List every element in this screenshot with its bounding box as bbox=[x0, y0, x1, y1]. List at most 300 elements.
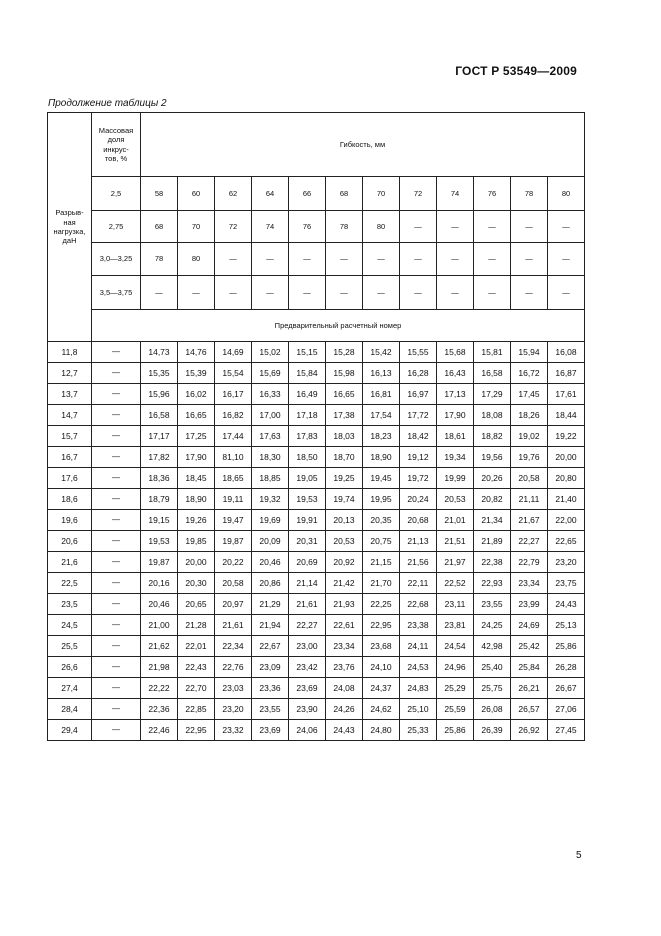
number-cell: 17,63 bbox=[252, 426, 289, 447]
flex-value-cell: — bbox=[363, 276, 400, 310]
mass-cell: — bbox=[92, 636, 141, 657]
flex-value-cell: — bbox=[289, 243, 326, 276]
number-cell: 23,00 bbox=[289, 636, 326, 657]
number-cell: 19,69 bbox=[252, 510, 289, 531]
number-cell: 22,67 bbox=[252, 636, 289, 657]
number-cell: 20,58 bbox=[511, 468, 548, 489]
number-cell: 20,16 bbox=[141, 573, 178, 594]
number-cell: 21,70 bbox=[363, 573, 400, 594]
number-cell: 16,65 bbox=[178, 405, 215, 426]
number-cell: 23,42 bbox=[289, 657, 326, 678]
mass-cell: — bbox=[92, 678, 141, 699]
number-cell: 19,11 bbox=[215, 489, 252, 510]
number-cell: 25,13 bbox=[548, 615, 585, 636]
number-cell: 22,61 bbox=[326, 615, 363, 636]
number-cell: 21,62 bbox=[141, 636, 178, 657]
number-cell: 25,86 bbox=[548, 636, 585, 657]
number-cell: 25,75 bbox=[474, 678, 511, 699]
number-cell: 23,11 bbox=[437, 594, 474, 615]
flex-value-cell: 78 bbox=[326, 211, 363, 243]
number-cell: 24,06 bbox=[289, 720, 326, 741]
table-row bbox=[48, 510, 585, 531]
flex-value-cell: 74 bbox=[252, 211, 289, 243]
number-cell: 19,85 bbox=[178, 531, 215, 552]
flex-value-cell: 68 bbox=[141, 211, 178, 243]
number-cell: 21,00 bbox=[141, 615, 178, 636]
table-row bbox=[48, 468, 585, 489]
mass-cell: — bbox=[92, 468, 141, 489]
number-cell: 15,35 bbox=[141, 363, 178, 384]
number-cell: 16,33 bbox=[252, 384, 289, 405]
number-cell: 21,98 bbox=[141, 657, 178, 678]
number-cell: 20,75 bbox=[363, 531, 400, 552]
subheader-estimated-number: Предварительный расчетный номер bbox=[92, 310, 585, 342]
flex-value-cell: 80 bbox=[548, 177, 585, 211]
number-cell: 16,87 bbox=[548, 363, 585, 384]
number-cell: 19,26 bbox=[178, 510, 215, 531]
flex-value-cell: — bbox=[400, 276, 437, 310]
flex-value-cell: 76 bbox=[474, 177, 511, 211]
number-cell: 25,40 bbox=[474, 657, 511, 678]
number-cell: 19,32 bbox=[252, 489, 289, 510]
number-cell: 26,39 bbox=[474, 720, 511, 741]
flex-value-cell: — bbox=[474, 243, 511, 276]
number-cell: 24,80 bbox=[363, 720, 400, 741]
table-row bbox=[48, 342, 585, 363]
number-cell: 18,50 bbox=[289, 447, 326, 468]
flex-value-cell: 80 bbox=[363, 211, 400, 243]
flex-value-cell: 78 bbox=[511, 177, 548, 211]
number-cell: 26,21 bbox=[511, 678, 548, 699]
number-cell: 23,99 bbox=[511, 594, 548, 615]
number-cell: 15,69 bbox=[252, 363, 289, 384]
number-cell: 15,15 bbox=[289, 342, 326, 363]
number-cell: 16,28 bbox=[400, 363, 437, 384]
number-cell: 16,58 bbox=[474, 363, 511, 384]
number-cell: 25,84 bbox=[511, 657, 548, 678]
number-cell: 23,20 bbox=[548, 552, 585, 573]
number-cell: 19,53 bbox=[141, 531, 178, 552]
number-cell: 17,72 bbox=[400, 405, 437, 426]
number-cell: 17,61 bbox=[548, 384, 585, 405]
number-cell: 42,98 bbox=[474, 636, 511, 657]
mass-value: 2,5 bbox=[92, 177, 141, 211]
number-cell: 23,03 bbox=[215, 678, 252, 699]
number-cell: 20,68 bbox=[400, 510, 437, 531]
load-cell: 25,5 bbox=[48, 636, 92, 657]
number-cell: 22,85 bbox=[178, 699, 215, 720]
table-row bbox=[48, 657, 585, 678]
number-cell: 19,91 bbox=[289, 510, 326, 531]
number-cell: 19,47 bbox=[215, 510, 252, 531]
flex-value-cell: 78 bbox=[141, 243, 178, 276]
flex-value-cell: 72 bbox=[215, 211, 252, 243]
number-cell: 24,37 bbox=[363, 678, 400, 699]
mass-value: 3,0—3,25 bbox=[92, 243, 141, 276]
number-cell: 22,01 bbox=[178, 636, 215, 657]
flex-value-cell: 62 bbox=[215, 177, 252, 211]
number-cell: 19,95 bbox=[363, 489, 400, 510]
number-cell: 15,02 bbox=[252, 342, 289, 363]
number-cell: 18,90 bbox=[363, 447, 400, 468]
number-cell: 22,43 bbox=[178, 657, 215, 678]
number-cell: 24,10 bbox=[363, 657, 400, 678]
number-cell: 16,13 bbox=[363, 363, 400, 384]
table-row bbox=[48, 489, 585, 510]
number-cell: 19,99 bbox=[437, 468, 474, 489]
number-cell: 17,25 bbox=[178, 426, 215, 447]
number-cell: 19,02 bbox=[511, 426, 548, 447]
number-cell: 18,85 bbox=[252, 468, 289, 489]
number-cell: 17,54 bbox=[363, 405, 400, 426]
number-cell: 22,34 bbox=[215, 636, 252, 657]
number-cell: 24,53 bbox=[400, 657, 437, 678]
number-cell: 19,34 bbox=[437, 447, 474, 468]
mass-cell: — bbox=[92, 489, 141, 510]
number-cell: 19,53 bbox=[289, 489, 326, 510]
table-row bbox=[48, 636, 585, 657]
number-cell: 16,49 bbox=[289, 384, 326, 405]
number-cell: 19,76 bbox=[511, 447, 548, 468]
number-cell: 15,84 bbox=[289, 363, 326, 384]
flex-value-cell: — bbox=[178, 276, 215, 310]
number-cell: 24,26 bbox=[326, 699, 363, 720]
number-cell: 19,74 bbox=[326, 489, 363, 510]
number-cell: 17,18 bbox=[289, 405, 326, 426]
mass-cell: — bbox=[92, 342, 141, 363]
load-flex-table bbox=[47, 112, 585, 741]
number-cell: 25,29 bbox=[437, 678, 474, 699]
page-number: 5 bbox=[576, 850, 582, 861]
number-cell: 21,89 bbox=[474, 531, 511, 552]
flex-value-cell: — bbox=[548, 211, 585, 243]
number-cell: 20,30 bbox=[178, 573, 215, 594]
number-cell: 20,13 bbox=[326, 510, 363, 531]
number-cell: 22,38 bbox=[474, 552, 511, 573]
flex-value-cell: — bbox=[252, 243, 289, 276]
flex-value-cell: 72 bbox=[400, 177, 437, 211]
number-cell: 27,45 bbox=[548, 720, 585, 741]
number-cell: 26,28 bbox=[548, 657, 585, 678]
number-cell: 18,23 bbox=[363, 426, 400, 447]
flex-value-cell: — bbox=[474, 211, 511, 243]
number-cell: 16,17 bbox=[215, 384, 252, 405]
flex-value-cell: — bbox=[511, 276, 548, 310]
flex-value-cell: — bbox=[326, 243, 363, 276]
load-cell: 20,6 bbox=[48, 531, 92, 552]
mass-row bbox=[48, 276, 585, 310]
number-cell: 21,40 bbox=[548, 489, 585, 510]
table-row bbox=[48, 552, 585, 573]
mass-value: 3,5—3,75 bbox=[92, 276, 141, 310]
table-row bbox=[48, 405, 585, 426]
load-cell: 17,6 bbox=[48, 468, 92, 489]
number-cell: 24,96 bbox=[437, 657, 474, 678]
flex-value-cell: — bbox=[289, 276, 326, 310]
number-cell: 18,79 bbox=[141, 489, 178, 510]
number-cell: 24,08 bbox=[326, 678, 363, 699]
flex-value-cell: — bbox=[548, 243, 585, 276]
number-cell: 16,72 bbox=[511, 363, 548, 384]
number-cell: 20,00 bbox=[178, 552, 215, 573]
load-cell: 16,7 bbox=[48, 447, 92, 468]
load-cell: 26,6 bbox=[48, 657, 92, 678]
number-cell: 18,90 bbox=[178, 489, 215, 510]
number-cell: 26,92 bbox=[511, 720, 548, 741]
number-cell: 21,67 bbox=[511, 510, 548, 531]
number-cell: 23,55 bbox=[252, 699, 289, 720]
number-cell: 20,80 bbox=[548, 468, 585, 489]
flex-value-cell: — bbox=[252, 276, 289, 310]
load-cell: 11,8 bbox=[48, 342, 92, 363]
number-cell: 26,67 bbox=[548, 678, 585, 699]
mass-cell: — bbox=[92, 615, 141, 636]
table-row bbox=[48, 594, 585, 615]
number-cell: 14,69 bbox=[215, 342, 252, 363]
number-cell: 15,68 bbox=[437, 342, 474, 363]
load-cell: 19,6 bbox=[48, 510, 92, 531]
number-cell: 23,81 bbox=[437, 615, 474, 636]
number-cell: 20,69 bbox=[289, 552, 326, 573]
number-cell: 22,95 bbox=[178, 720, 215, 741]
number-cell: 21,56 bbox=[400, 552, 437, 573]
flex-value-cell: — bbox=[511, 243, 548, 276]
table-row bbox=[48, 363, 585, 384]
number-cell: 25,86 bbox=[437, 720, 474, 741]
column-header-flex: Гибкость, мм bbox=[141, 113, 585, 177]
number-cell: 24,69 bbox=[511, 615, 548, 636]
number-cell: 22,22 bbox=[141, 678, 178, 699]
number-cell: 17,82 bbox=[141, 447, 178, 468]
mass-cell: — bbox=[92, 573, 141, 594]
number-cell: 20,09 bbox=[252, 531, 289, 552]
number-cell: 23,34 bbox=[326, 636, 363, 657]
number-cell: 23,76 bbox=[326, 657, 363, 678]
flex-value-cell: 70 bbox=[363, 177, 400, 211]
number-cell: 23,34 bbox=[511, 573, 548, 594]
number-cell: 19,87 bbox=[215, 531, 252, 552]
load-cell: 29,4 bbox=[48, 720, 92, 741]
load-cell: 28,4 bbox=[48, 699, 92, 720]
load-cell: 27,4 bbox=[48, 678, 92, 699]
number-cell: 20,53 bbox=[437, 489, 474, 510]
number-cell: 15,96 bbox=[141, 384, 178, 405]
number-cell: 25,59 bbox=[437, 699, 474, 720]
number-cell: 21,42 bbox=[326, 573, 363, 594]
mass-cell: — bbox=[92, 699, 141, 720]
number-cell: 20,97 bbox=[215, 594, 252, 615]
number-cell: 22,95 bbox=[363, 615, 400, 636]
mass-cell: — bbox=[92, 510, 141, 531]
number-cell: 26,57 bbox=[511, 699, 548, 720]
mass-cell: — bbox=[92, 426, 141, 447]
load-cell: 12,7 bbox=[48, 363, 92, 384]
mass-cell: — bbox=[92, 447, 141, 468]
table-row bbox=[48, 720, 585, 741]
load-cell: 13,7 bbox=[48, 384, 92, 405]
number-cell: 21,15 bbox=[363, 552, 400, 573]
number-cell: 24,25 bbox=[474, 615, 511, 636]
number-cell: 15,81 bbox=[474, 342, 511, 363]
mass-cell: — bbox=[92, 720, 141, 741]
number-cell: 18,82 bbox=[474, 426, 511, 447]
table-body bbox=[48, 342, 585, 741]
number-cell: 15,94 bbox=[511, 342, 548, 363]
load-cell: 18,6 bbox=[48, 489, 92, 510]
subheader-row bbox=[48, 310, 585, 342]
number-cell: 21,01 bbox=[437, 510, 474, 531]
number-cell: 15,55 bbox=[400, 342, 437, 363]
number-cell: 15,54 bbox=[215, 363, 252, 384]
table-row bbox=[48, 384, 585, 405]
number-cell: 20,22 bbox=[215, 552, 252, 573]
mass-cell: — bbox=[92, 363, 141, 384]
number-cell: 24,62 bbox=[363, 699, 400, 720]
table-row bbox=[48, 615, 585, 636]
number-cell: 20,46 bbox=[252, 552, 289, 573]
number-cell: 23,20 bbox=[215, 699, 252, 720]
number-cell: 22,65 bbox=[548, 531, 585, 552]
column-header-mass: Массовая доля инкрус- тов, % bbox=[92, 113, 141, 177]
mass-cell: — bbox=[92, 552, 141, 573]
number-cell: 16,43 bbox=[437, 363, 474, 384]
number-cell: 18,30 bbox=[252, 447, 289, 468]
number-cell: 20,82 bbox=[474, 489, 511, 510]
number-cell: 22,46 bbox=[141, 720, 178, 741]
row-header-load: Разрыв- ная нагрузка, даН bbox=[48, 113, 92, 342]
number-cell: 19,22 bbox=[548, 426, 585, 447]
number-cell: 22,27 bbox=[511, 531, 548, 552]
table-row bbox=[48, 699, 585, 720]
flex-value-cell: — bbox=[437, 211, 474, 243]
number-cell: 27,06 bbox=[548, 699, 585, 720]
number-cell: 24,83 bbox=[400, 678, 437, 699]
flex-value-cell: — bbox=[400, 211, 437, 243]
flex-value-cell: 60 bbox=[178, 177, 215, 211]
table-head bbox=[48, 113, 585, 342]
number-cell: 81,10 bbox=[215, 447, 252, 468]
number-cell: 22,70 bbox=[178, 678, 215, 699]
table-caption: Продолжение таблицы 2 bbox=[48, 98, 167, 109]
number-cell: 22,93 bbox=[474, 573, 511, 594]
mass-row bbox=[48, 243, 585, 276]
number-cell: 15,39 bbox=[178, 363, 215, 384]
number-cell: 20,00 bbox=[548, 447, 585, 468]
number-cell: 16,82 bbox=[215, 405, 252, 426]
number-cell: 23,69 bbox=[252, 720, 289, 741]
number-cell: 20,53 bbox=[326, 531, 363, 552]
number-cell: 22,76 bbox=[215, 657, 252, 678]
number-cell: 23,90 bbox=[289, 699, 326, 720]
number-cell: 19,45 bbox=[363, 468, 400, 489]
number-cell: 16,97 bbox=[400, 384, 437, 405]
number-cell: 23,69 bbox=[289, 678, 326, 699]
number-cell: 18,36 bbox=[141, 468, 178, 489]
flex-value-cell: — bbox=[326, 276, 363, 310]
number-cell: 19,87 bbox=[141, 552, 178, 573]
number-cell: 23,75 bbox=[548, 573, 585, 594]
number-cell: 21,14 bbox=[289, 573, 326, 594]
number-cell: 22,36 bbox=[141, 699, 178, 720]
number-cell: 20,46 bbox=[141, 594, 178, 615]
number-cell: 21,61 bbox=[215, 615, 252, 636]
number-cell: 15,42 bbox=[363, 342, 400, 363]
number-cell: 22,52 bbox=[437, 573, 474, 594]
flex-value-cell: 68 bbox=[326, 177, 363, 211]
flex-value-cell: — bbox=[141, 276, 178, 310]
number-cell: 18,08 bbox=[474, 405, 511, 426]
number-cell: 18,44 bbox=[548, 405, 585, 426]
number-cell: 21,29 bbox=[252, 594, 289, 615]
flex-value-cell: 64 bbox=[252, 177, 289, 211]
flex-value-cell: — bbox=[215, 276, 252, 310]
number-cell: 20,24 bbox=[400, 489, 437, 510]
number-cell: 22,00 bbox=[548, 510, 585, 531]
number-cell: 21,28 bbox=[178, 615, 215, 636]
flex-value-cell: — bbox=[511, 211, 548, 243]
flex-value-cell: — bbox=[437, 243, 474, 276]
flex-value-cell: — bbox=[437, 276, 474, 310]
number-cell: 23,09 bbox=[252, 657, 289, 678]
flex-value-cell: — bbox=[548, 276, 585, 310]
table-row bbox=[48, 573, 585, 594]
number-cell: 21,51 bbox=[437, 531, 474, 552]
number-cell: 14,73 bbox=[141, 342, 178, 363]
number-cell: 19,56 bbox=[474, 447, 511, 468]
number-cell: 23,36 bbox=[252, 678, 289, 699]
number-cell: 22,11 bbox=[400, 573, 437, 594]
number-cell: 17,38 bbox=[326, 405, 363, 426]
load-cell: 15,7 bbox=[48, 426, 92, 447]
number-cell: 16,58 bbox=[141, 405, 178, 426]
flex-value-cell: — bbox=[474, 276, 511, 310]
mass-cell: — bbox=[92, 384, 141, 405]
number-cell: 21,97 bbox=[437, 552, 474, 573]
number-cell: 18,70 bbox=[326, 447, 363, 468]
load-cell: 21,6 bbox=[48, 552, 92, 573]
number-cell: 17,83 bbox=[289, 426, 326, 447]
flex-value-cell: — bbox=[215, 243, 252, 276]
number-cell: 20,92 bbox=[326, 552, 363, 573]
number-cell: 20,65 bbox=[178, 594, 215, 615]
mass-value: 2,75 bbox=[92, 211, 141, 243]
number-cell: 23,55 bbox=[474, 594, 511, 615]
number-cell: 15,28 bbox=[326, 342, 363, 363]
mass-cell: — bbox=[92, 531, 141, 552]
number-cell: 16,65 bbox=[326, 384, 363, 405]
number-cell: 18,61 bbox=[437, 426, 474, 447]
flex-value-cell: 76 bbox=[289, 211, 326, 243]
load-cell: 23,5 bbox=[48, 594, 92, 615]
number-cell: 21,94 bbox=[252, 615, 289, 636]
number-cell: 18,42 bbox=[400, 426, 437, 447]
number-cell: 17,13 bbox=[437, 384, 474, 405]
number-cell: 25,42 bbox=[511, 636, 548, 657]
number-cell: 19,72 bbox=[400, 468, 437, 489]
flex-value-cell: 66 bbox=[289, 177, 326, 211]
number-cell: 18,26 bbox=[511, 405, 548, 426]
number-cell: 23,68 bbox=[363, 636, 400, 657]
number-cell: 22,79 bbox=[511, 552, 548, 573]
number-cell: 22,68 bbox=[400, 594, 437, 615]
table-row bbox=[48, 531, 585, 552]
number-cell: 17,00 bbox=[252, 405, 289, 426]
number-cell: 17,90 bbox=[178, 447, 215, 468]
number-cell: 14,76 bbox=[178, 342, 215, 363]
flex-value-cell: 74 bbox=[437, 177, 474, 211]
number-cell: 19,15 bbox=[141, 510, 178, 531]
mass-cell: — bbox=[92, 405, 141, 426]
